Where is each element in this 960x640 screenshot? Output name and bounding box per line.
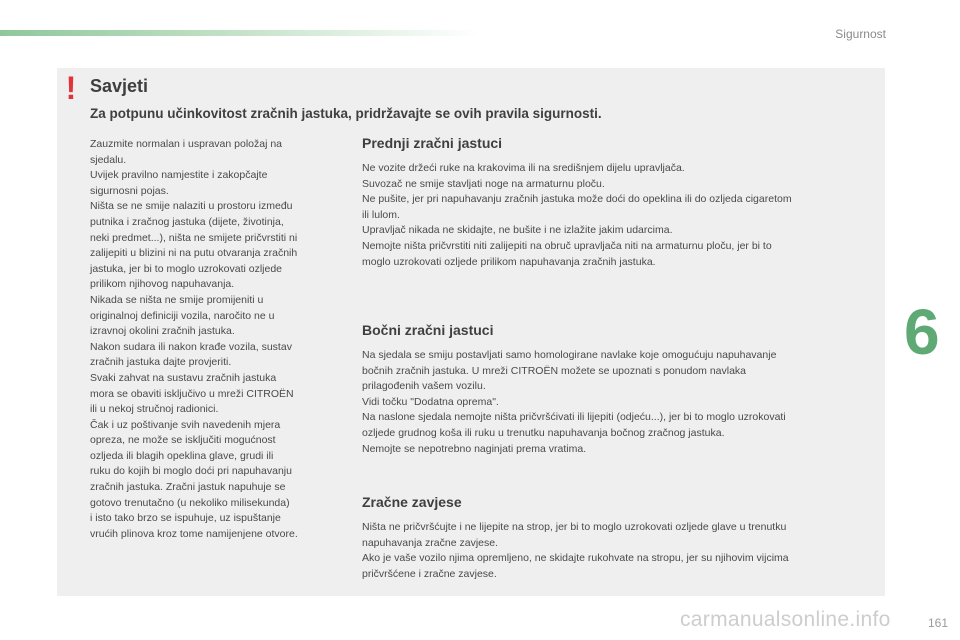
section-body: Na sjedala se smiju postavljati samo homologirane navlake koje omogućuju napuhavanje bočnih zračnih jastuka. U mreži CITROËN možete se upoznati s ponudom navlaka prilagođenih vašem vozilu. Vidi točku "Dodatna oprema". Na naslone sjedala nemojte ništa pričvršćivati ili lijepiti (odjeću...), jer bi to moglo uzrokovati ozljede grudnog koša ili ruku u trenutku napuhavanja bočnog zračnog jastuka. Nemojte se nepotrebno naginjati prema vratima.: [362, 349, 786, 455]
section-heading: Prednji zračni jastuci: [362, 135, 503, 151]
section-body: Ne vozite držeći ruke na krakovima ili na središnjem dijelu upravljača. Suvozač ne smije stavljati noge na armaturnu ploču. Ne pušite, jer pri napuhavanju zračnih jastuka može doći do opeklina ili do ozljeda cigaretom ili lulom. Upravljač nikada ne skidajte, ne bušite i ne izlažite jakim udarcima. Nemojte ništa pričvrstiti niti zalijepiti na obruč upravljača niti na armaturnu ploču, jer bi to moglo uzrokovati ozljede prilikom napuhavanja zračnih jastuka.: [362, 162, 792, 268]
section-curtain-airbags: [362, 494, 877, 582]
section-heading: Zračne zavjese: [362, 494, 462, 510]
section-side-airbags: [362, 322, 877, 457]
notice-subtitle: Za potpunu učinkovitost zračnih jastuka, pridržavajte se ovih pravila sigurnosti.: [90, 106, 602, 121]
section-title: Sigurnost: [835, 27, 886, 41]
watermark: carmanualsonline.info: [680, 608, 891, 631]
notice-title: Savjeti: [90, 76, 149, 96]
section-heading: Bočni zračni jastuci: [362, 322, 494, 338]
page-number: 161: [927, 616, 948, 630]
section-front-airbags: [362, 135, 877, 270]
exclamation-warning-icon: !: [65, 70, 77, 106]
header-accent-bar: [0, 30, 480, 36]
chapter-number: 6: [904, 296, 940, 368]
section-body: Ništa ne pričvršćujte i ne lijepite na strop, jer bi to moglo uzrokovati ozljede glave u trenutku napuhavanja zračne zavjese. Ako je vaše vozilo njima opremljeno, ne skidajte rukohvate na stropu, jer su njihovim vijcima pričvršćene i zračne zavjese.: [362, 521, 789, 580]
general-advice-text: Zauzmite normalan i uspravan položaj na sjedalu. Uvijek pravilno namjestite i zakopčajte sigurnosni pojas. Ništa se ne smije nalaziti u prostoru između putnika i zračnog jastuka (dijete, životinja, neki predmet...), ništa ne smijete pričvrstiti ni zalijepiti u blizini ni na putu otvaranja zračnih jastuka, jer bi to moglo uzrokovati ozljede prilikom njihovog napuhavanja. Nikada se ništa ne smije promijeniti u originalnoj definiciji vozila, naročito ne u izravnoj okolini zračnih jastuka. Nakon sudara ili nakon krađe vozila, sustav zračnih jastuka dajte provjeriti. Svaki zahvat na sustavu zračnih jastuka mora se obaviti isključivo u mreži CITROËN ili u nekoj stručnoj radionici. Čak i uz poštivanje svih navedenih mjera opreza, ne može se isključiti mogućnost ozljeda ili blagih opeklina glave, grudi ili ruku do kojih bi moglo doći pri napuhavanju zračnih jastuka. Zračni jastuk napuhuje se gotovo trenutačno (u nekoliko milisekunda) i isto tako brzo se ispuhuje, uz ispuštanje vrućih plinova kroz tome namijenjene otvore.: [90, 138, 298, 540]
